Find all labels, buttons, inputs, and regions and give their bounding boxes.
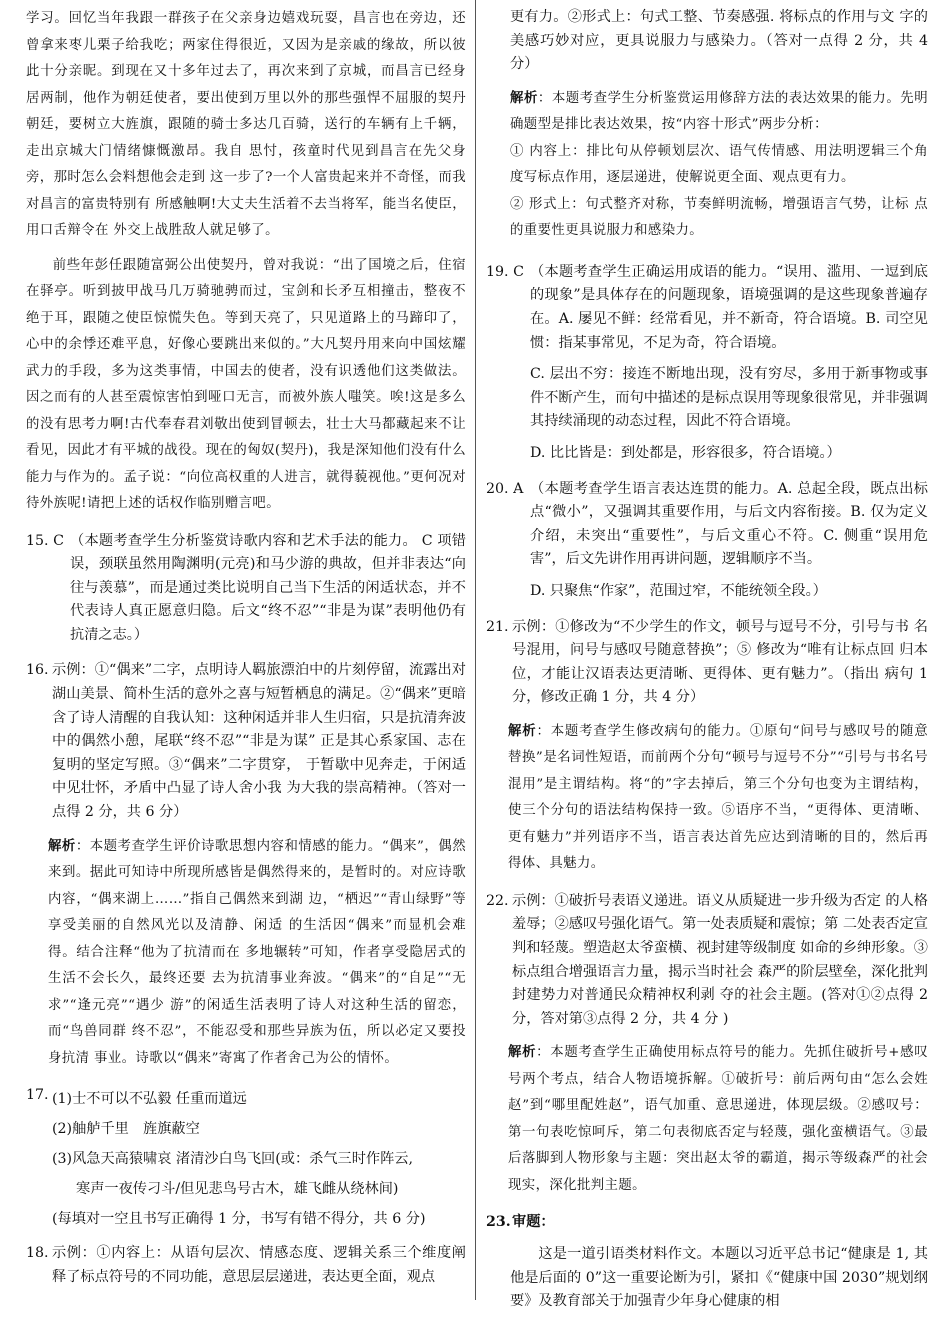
answer-22-number: 22. [486,892,509,909]
answer-22-analysis [486,1039,928,1199]
translation-paragraph-2: 前些年彭任跟随富弼公出使契丹，曾对我说：“出了国境之后，住宿在驿亭。听到披甲战马几万骑驰骋而过，宝剑和长矛互相撞击，整夜不绝于耳，跟随之使臣惊慌失色。等到天亮了，只见道路上的马蹄印了，心中的余悸还难平息，好像心要跳出来似的。”大凡契丹用来向中国炫耀武力的手段，多为这类事情，中国去的使者，没有识透他们这类做法。因之而有的人甚至震惊害怕到哑口无言，而被外族人嗤笑。唉!这是多么的没有思考力啊!古代奉春君刘敬出使到冒顿去，壮士大马都藏起来不让看见，因此才有平城的战役。现在的匈奴(契丹)，我是深知他们没有什么能力与作为的。孟子说：“向位高权重的人进言，就得藐视他。”更何况对待外族呢!请把上述的话权作临别赠言吧。 [26,257,466,511]
left-column [26,6,466,1289]
answer-15-text: （本题考查学生分析鉴赏诗歌内容和艺术手法的能力。 C 项错误，颈联虽然用陶渊明(元亮)和马少游的典故，但并非表达“向往与羡慕”，而是通过类比说明自己当下生活的闲适状态，并不代表诗人真正愿意归隐。后文“终不忍”“非是为谋”表明他仍有抗清之志。） [70,532,466,643]
answer-15-number: 15. C [26,532,64,549]
answer-18-point-2: ② 形式上：句式整齐对称，节奏鲜明流畅，增强语言气势，让标 点的重要性更具说服力和感染力。 [510,196,928,239]
answer-23 [486,1211,928,1235]
answer-23-text: 这是一道引语类材料作文。本题以习近平总书记“健康是 1, 其他是后面的 0”这一重要论断为引，紧扣《“健康中国 2030”规划纲要》及教育部关于加强青少年身心健康的相 [510,1246,928,1310]
translation-paragraph-1: 学习。回忆当年我跟一群孩子在父亲身边嬉戏玩耍，昌言也在旁边，还曾拿来枣儿栗子给我吃；两家住得很近，又因为是亲戚的缘故，所以彼此十分亲昵。到现在又十多年过去了，再次来到了京城，而昌言已经身居两制，他作为朝廷使者，要出使到万里以外的那些强悍不屈服的契丹朝廷，要树立大旌旗，跟随的骑士多达几百骑，送行的车辆有上千辆，走出京城大门情绪慷慨激昂。我自 思忖，孩童时代见到昌言在先父身旁，那时怎么会料想他会走到 这一步了?一个人富贵起来并不奇怪，而我对昌言的富贵特别有 所感触啊!大丈夫生活着不去当将军，能当名使臣，用口舌辩令在 外交上战胜敌人就足够了。 [26,11,466,238]
answer-19 [486,261,928,466]
answer-17-line-3a: (3)风急天高猿啸哀 渚清沙白鸟飞回(或：杀气三时作阵云, [52,1151,413,1168]
answer-22-text: 示例：①破折号表语义递进。语义从质疑进一步升级为否定 的人格羞辱；②感叹号强化语气。第一处表质疑和震惊；第 二处表否定宣判和轻蔑。塑造赵太爷蛮横、视封建等级制度 如命的乡绅形象。③标点组合增强语言力量，揭示当时社会 森严的阶层壁垒，深化批判封建势力对普通民众精神权利剥 夺的社会主题。(答对①②点得 2 分，答对第③点得 2 分，共 4 分 ) [512,892,928,1027]
answer-17-note: (每填对一空且书写正确得 1 分，书写有错不得分，共 6 分) [52,1211,426,1228]
answer-18-number: 18. [26,1245,49,1262]
answer-19-text-2: C. 层出不穷：接连不断地出现，没有穷尽，多用于新事物或事件不断产生，而句中描述的是标点误用等现象很常见，并非强调其持续涌现的动态过程，因此不符合语境。 [530,366,928,430]
answer-20 [486,478,928,604]
answer-17-number: 17. [26,1087,49,1104]
answer-21-number: 21. [486,618,509,635]
answer-17-line-3b: 寒声一夜传刁斗/但见悲鸟号古木，雄飞雌从绕林间) [76,1181,399,1198]
answer-19-text-1: （本题考查学生正确运用成语的能力。“误用、滥用、一逗到底的现象”是具体存在的问题现象，语境强调的是这些现象普遍存在。A. 屡见不鲜：经常看见，并不新奇，符合语境。B. 司空见惯：指某事常见，不足为奇，符合语境。 [530,263,928,351]
answer-18-analysis [486,85,928,139]
answer-19-text-3: D. 比比皆是：到处都是，形容很多，符合语境。） [530,444,841,461]
answer-15 [26,530,466,648]
answer-23-number: 23. [486,1214,511,1231]
answer-20-text-2: D. 只聚焦“作家”，范围过窄，不能统领全段。） [530,582,827,599]
answer-19-number: 19. C [486,263,524,280]
answer-16-number: 16. [26,662,49,679]
answer-16-analysis [26,833,466,1073]
answer-16 [26,659,466,824]
analysis-label: 解析 [510,89,538,106]
answer-20-number: 20. A [486,480,524,497]
answer-18 [26,1242,466,1289]
answer-17 [26,1084,466,1234]
analysis-label: 解析 [508,722,537,739]
answer-17-line-2: (2)舳舻千里 旌旗蔽空 [52,1121,200,1138]
analysis-text: ：本题考查学生修改病句的能力。①原句“问号与感叹号的随意替换”是名词性短语，而前两个分句“顿号与逗号不分”“引号与书名号混用”是主谓结构。将“的”字去掉后，第三个分句也变为主谓结构，使三个分句的语法结构保持一致。⑤语序不当，“更得体、更清晰、更有魅力”并列语序不当，语言表达首先应达到清晰的目的，然后再得体、具魅力。 [508,723,928,872]
column-divider [475,0,476,1300]
analysis-text: ：本题考查学生评价诗歌思想内容和情感的能力。“偶来”，偶然来到。据此可知诗中所现所感皆是偶然得来的，是暂时的。对应诗歌内容，“偶来湖上……”指自己偶然来到湖 边，“栖迟”“青山绿野”等享受美丽的自然风光以及清静、闲适 的生活因“偶来”而显机会难得。结合注释“他为了抗清而在 多地辗转”可知，作者享受隐居式的生活不会长久，最终还要 去为抗清事业奔波。“偶来”的“自足”“无求”“逢元亮”“遇少 游”的闲适生活表明了诗人对这种生活的留恋，而“鸟兽同群 终不忍”，不能忍受和那些异族为伍，所以必定又要投身抗清 事业。诗歌以“偶来”寄寓了作者舍己为公的情怀。 [48,838,466,1066]
right-column [486,6,928,1314]
answer-21-analysis [486,718,928,878]
answer-23-label: 审题： [512,1214,555,1231]
analysis-text: ：本题考查学生正确使用标点符号的能力。先抓住破折号+感叹号两个考点，结合人物语境拆解。①破折号：前后两句由“怎么会姓赵”到“哪里配姓赵”，语气加重、意思递进，体现层级。②感叹号：第一句表吃惊呵斥，第二句表彻底否定与轻蔑，强化蛮横语气。③最后落脚到人物形象与主题：突出赵太爷的霸道，揭示等级森严的社会现实，深化批判主题。 [508,1045,928,1193]
answer-20-text-1: （本题考查学生语言表达连贯的能力。A. 总起全段，既点出标点“微小”，又强调其重要作用，与后文内容衔接。B. 仅为定义介绍，未突出“重要性”，与后文重心不符。C. 侧重“误用危害”，后文先讲作用再讲问题，逻辑顺序不当。 [530,480,928,568]
answer-18-point-1: ① 内容上：排比句从停顿划层次、语气传情感、用法明逻辑三个角度写标点作用，逐层递进，使解说更全面、观点更有力。 [510,143,928,186]
answer-17-line-1: (1)士不可以不弘毅 任重而道远 [52,1091,247,1108]
analysis-label: 解析 [508,1044,537,1061]
answer-18-text: 示例：①内容上：从语句层次、情感态度、逻辑关系三个维度阐 释了标点符号的不同功能，意思层层递进，表达更全面，观点 [52,1245,466,1285]
answer-18-continued: 更有力。②形式上：句式工整、节奏感强. 将标点的作用与文 字的美感巧妙对应，更具说服力与感染力。（答对一点得 2 分，共 4 分） [510,9,928,73]
answer-21 [486,616,928,710]
analysis-text: ：本题考查学生分析鉴赏运用修辞方法的表达效果的能力。先明确题型是排比表达效果，按“内容十形式”两步分析： [510,90,928,133]
analysis-label: 解析 [48,837,76,854]
answer-22 [486,890,928,1032]
answer-21-text: 示例：①修改为“不少学生的作文，顿号与逗号不分，引号与书 名号混用，问号与感叹号随意替换”；⑤ 修改为“唯有让标点回 归本位，才能让汉语表达更清晰、更得体、更有魅力”。（指出 病句 1 分，修改正确 1 分，共 4 分） [512,618,928,706]
answer-16-text: 示例：①“偶来”二字，点明诗人羁旅漂泊中的片刻停留，流露出对湖山美景、简朴生活的意外之喜与短暂栖息的满足。②“偶来”更暗含了诗人清醒的自我认知：这种闲适并非人生归宿，只是抗清奔波中的偶然小憩，尾联“终不忍”“非是为谋” 正是其心系家国、志在复明的坚定写照。③“偶来”二字贯穿， 于暂歇中见奔走，于闲适中见壮怀，矛盾中凸显了诗人舍小我 为大我的崇高精神。（答对一点得 2 分，共 6 分） [52,662,466,821]
